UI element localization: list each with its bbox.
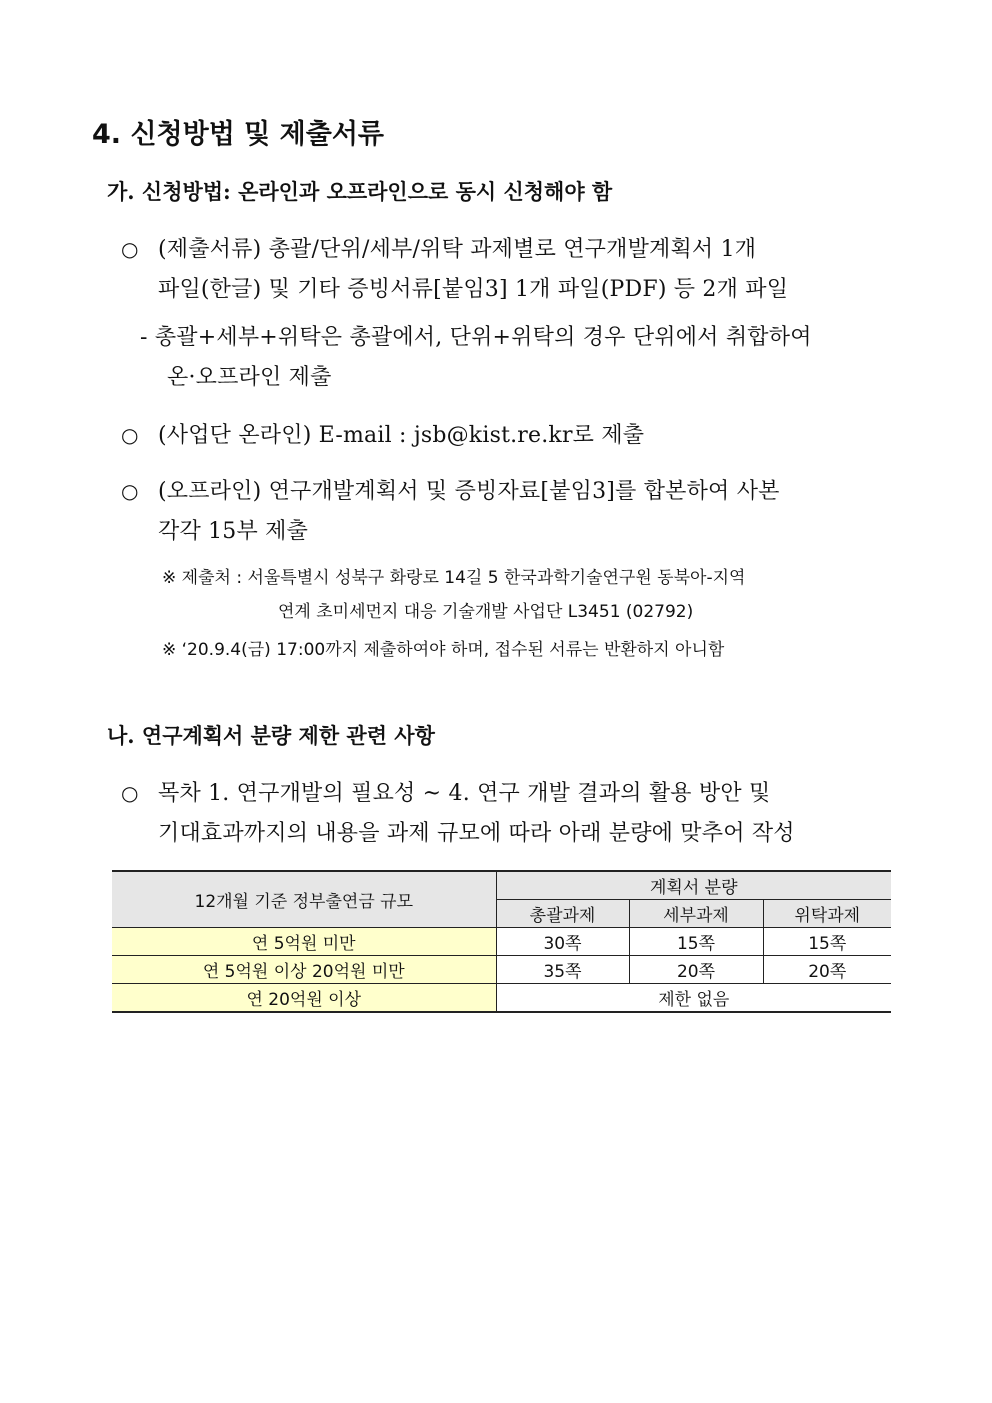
item1-line1: (제출서류) 총괄/단위/세부/위탁 과제별로 연구개발계획서 1개 <box>158 237 757 262</box>
part-b-item1-line1: 목차 1. 연구개발의 필요성 ~ 4. 연구 개발 결과의 활용 방안 및 <box>158 781 771 806</box>
bullet-icon: ○ <box>121 237 139 261</box>
header-col-consign: 위탁과제 <box>763 900 891 928</box>
row-category: 연 20억원 이상 <box>112 984 496 1013</box>
cell-value: 20쪽 <box>763 956 891 984</box>
page-volume-table <box>112 870 891 1013</box>
cell-value: 15쪽 <box>629 928 763 956</box>
item2-line1: (사업단 온라인) E-mail : jsb@kist.re.kr로 제출 <box>158 423 645 448</box>
header-col-detail: 세부과제 <box>629 900 763 928</box>
part-b-heading: 나. 연구계획서 분량 제한 관련 사항 <box>107 723 435 748</box>
table-row <box>112 956 891 984</box>
table-row <box>112 984 891 1013</box>
part-b-item1-line2: 기대효과까지의 내용을 과제 규모에 따라 아래 분량에 맞추어 작성 <box>158 821 795 846</box>
note-submission-address: ※ 제출처 : 서울특별시 성북구 화랑로 14길 5 한국과학기술연구원 동북아-지역 <box>162 568 746 588</box>
table-row <box>112 928 891 956</box>
part-a-heading: 가. 신청방법: 온라인과 오프라인으로 동시 신청해야 함 <box>107 179 613 204</box>
bullet-icon: ○ <box>121 479 139 503</box>
bullet-icon: ○ <box>121 423 139 447</box>
cell-value: 20쪽 <box>629 956 763 984</box>
item3-line2: 각각 15부 제출 <box>158 519 309 544</box>
table-header-row <box>112 871 891 900</box>
row-category: 연 5억원 미만 <box>112 928 496 956</box>
bullet-icon: ○ <box>121 781 139 805</box>
item1-dash-line1: - 총괄+세부+위탁은 총괄에서, 단위+위탁의 경우 단위에서 취합하여 <box>140 325 812 350</box>
item3-line1: (오프라인) 연구개발계획서 및 증빙자료[붙임3]를 합본하여 사본 <box>158 479 780 504</box>
header-funding-scale: 12개월 기준 정부출연금 규모 <box>112 871 496 928</box>
item1-dash-line2: 온·오프라인 제출 <box>167 365 332 390</box>
header-plan-volume: 계획서 분량 <box>496 871 891 900</box>
item1-line2: 파일(한글) 및 기타 증빙서류[붙임3] 1개 파일(PDF) 등 2개 파일 <box>158 277 789 302</box>
cell-value: 30쪽 <box>496 928 629 956</box>
note-deadline: ※ ‘20.9.4(금) 17:00까지 제출하여야 하며, 접수된 서류는 반환하지 아니함 <box>162 640 725 660</box>
note-submission-address-cont: 연계 초미세먼지 대응 기술개발 사업단 L3451 (02792) <box>278 602 694 622</box>
cell-value: 35쪽 <box>496 956 629 984</box>
cell-no-limit: 제한 없음 <box>496 984 891 1013</box>
section-title: 4. 신청방법 및 제출서류 <box>92 119 384 150</box>
row-category: 연 5억원 이상 20억원 미만 <box>112 956 496 984</box>
header-col-main: 총괄과제 <box>496 900 629 928</box>
cell-value: 15쪽 <box>763 928 891 956</box>
